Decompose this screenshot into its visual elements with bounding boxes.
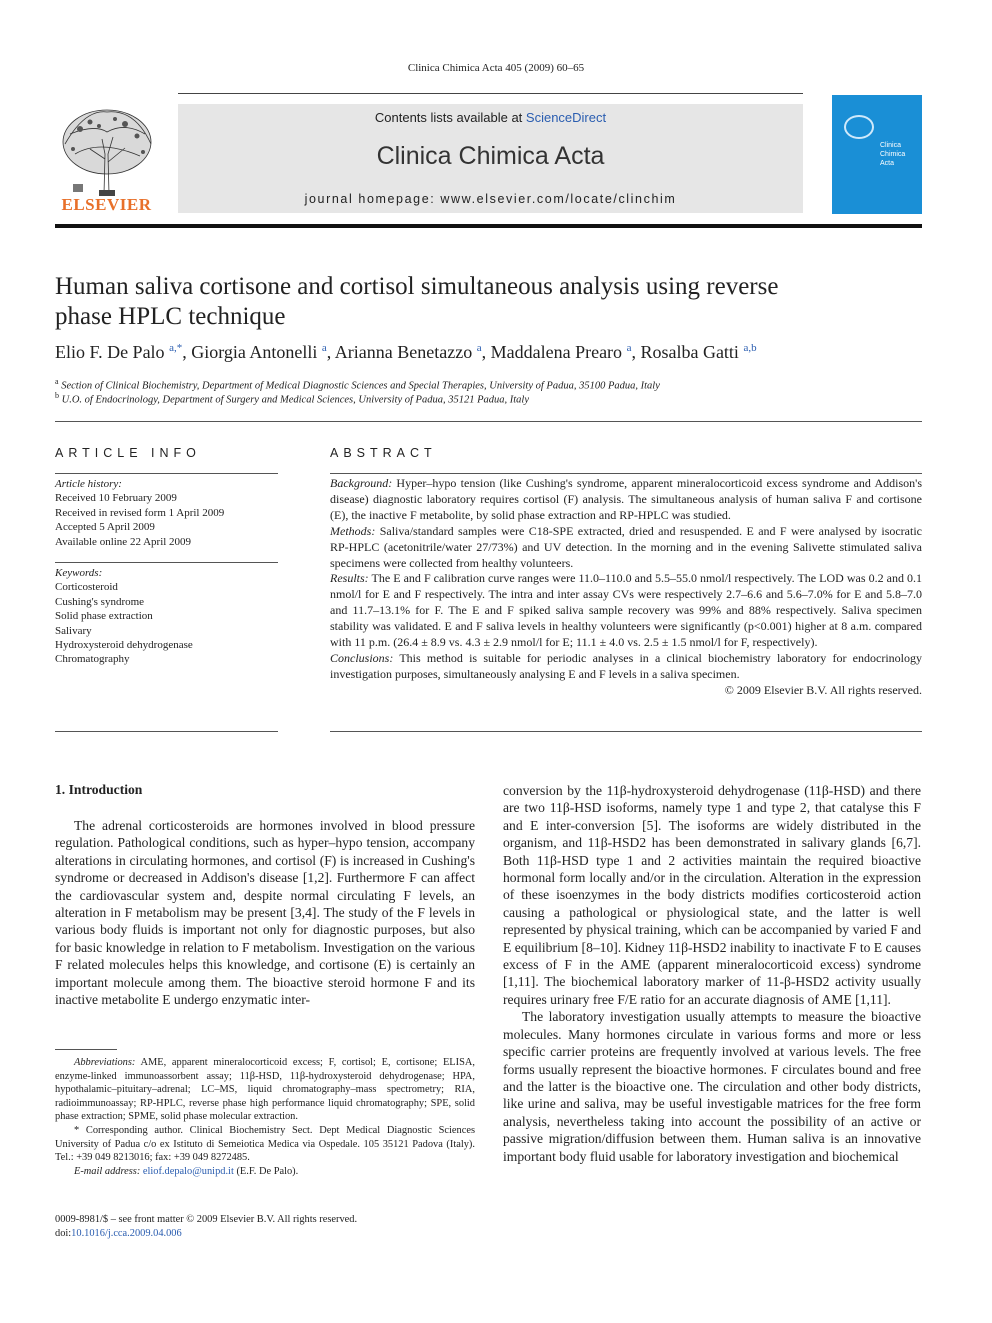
abstract-section-text: This method is suitable for periodic analyses in a clinical biochemistry laboratory for endocrinology investigation purposes, simultaneously analysing E and F levels in a saliva specimen. <box>330 650 922 681</box>
email-footnote: E-mail address: eliof.depalo@unipd.it (E.F. De Palo). <box>74 1165 299 1177</box>
sciencedirect-link[interactable]: ScienceDirect <box>525 110 607 125</box>
keyword-item: Hydroxysteroid dehydrogenase <box>55 639 193 652</box>
history-item: Received in revised form 1 April 2009 <box>55 506 225 519</box>
keywords-block <box>55 566 280 667</box>
footnotes <box>55 1056 475 1178</box>
abstract-section <box>330 524 922 572</box>
contents-line: Contents lists available at ScienceDirect <box>374 110 607 125</box>
affiliation-rule <box>55 421 922 422</box>
abstract-body <box>330 476 922 699</box>
info-bottom-rule <box>55 731 278 732</box>
keyword-item: Chromatography <box>55 653 130 666</box>
abstract-section <box>330 651 922 683</box>
email-link[interactable]: eliof.depalo@unipd.it <box>142 1165 234 1177</box>
author-list: Elio F. De Palo $^{a,*}$, Giorgia Antonelli $^a$, Arianna Benetazzo $^a$, Maddalena Prearo $^a$, Rosalba Gatti $^{a,b}$ <box>55 342 757 362</box>
abstract-bottom-rule <box>330 731 922 732</box>
author-affiliation-mark[interactable]: a,* <box>169 342 183 354</box>
doi-link[interactable]: 10.1016/j.cca.2009.04.006 <box>71 1228 182 1239</box>
article-title: Human saliva cortisone and cortisol simultaneous analysis using reverse phase HPLC technique <box>55 273 779 330</box>
abstract-section-label: Methods: <box>330 523 376 538</box>
journal-banner <box>178 104 803 213</box>
abbreviations-footnote: Abbreviations: AME, apparent mineralocorticoid excess; F, cortisol; E, cortisone; ELISA, enzyme-linked immunoassorbent assay; 11β-HSD, 11β-hydroxysteroid dehydrogenase; HPA, hypothalamic–pituitary–adrenal; LC–MS, liquid chromatography–mass spectrometry; RIA, radioimmunoassay; RP-HPLC, reverse phase high performance liquid chromatography; SPE, solid phase extraction; SPME, solid phase molecular extraction. <box>55 1057 475 1123</box>
keyword-item: Solid phase extraction <box>55 610 153 623</box>
author-name[interactable]: Elio F. De Palo <box>55 342 165 362</box>
keyword-item: Cushing's syndrome <box>55 595 145 608</box>
intro-paragraph-left: The adrenal corticosteroids are hormones involved in blood pressure regulation. Pathological conditions, such as hyper–hypo tension, accompany alterations in circulating hormones, and cortisol (F) is increased in Cushing's syndrome or decreased in Addison's disease [1,2]. Furthermore F can affect the cardiovascular system and, despite normal circulating F levels, an alteration in F metabolism may be present [3,4]. The study of the F levels in various body fluids is important not only for diagnostic purposes, but also for basic knowledge in relation to F metabolism. Investigation on the various F related molecules helps this knowledge, and cortisone (E) is certainly an important molecule among them. The bioactive steroid hormone F and its inactive metabolite E undergo enzymatic inter- <box>55 818 475 1008</box>
abstract-section-label: Results: <box>330 571 369 586</box>
keyword-list <box>55 580 280 666</box>
abstract-section-text: Saliva/standard samples were C18-SPE extracted, dried and resuspended. E and F were analysed by isocratic RP-HPLC (acetonitrile/water 27/73%) and UV detection. In the morning and in the evening Salivette stimulated saliva specimens were collected from healthy volunteers. <box>330 523 922 570</box>
header-thick-rule <box>55 224 922 228</box>
author-name[interactable]: Arianna Benetazzo <box>334 342 473 362</box>
abstract-section-label: Conclusions: <box>330 650 394 665</box>
section-heading-introduction: 1. Introduction <box>55 782 143 797</box>
abstract-section-text: The E and F calibration curve ranges were 11.0–110.0 and 5.5–55.0 nmol/l respectively. The LOD was 0.2 and 0.1 nmol/l for E and F respectively. The intra and inter assay CVs were respectively 2.7–6.6 and 5.6–7.0% for E and 5.8–7.0 and 11.7–13.1% for F. The E and F spiked saliva sample recovery was 99% and 88% respectively. Saliva specimen stability was validated. E and F saliva levels in healthy volunteers were significantly (p<0.001) higher at 8 a.m. compared with 11 p.m. (26.4 ± 8.9 vs. 4.3 ± 2.9 nmol/l for E; 11.1 ± 4.0 vs. 2.5 ± 1.5 nmol/l for F, respectively). <box>330 571 922 650</box>
issn-line: 0009-8981/$ – see front matter © 2009 Elsevier B.V. All rights reserved. <box>55 1214 358 1225</box>
abstract-section-text: Hyper–hypo tension (like Cushing's syndrome, apparent mineralocorticoid excess syndrome and Addison's disease) diagnostic laboratory requires cortisol (F) analysis. The simultaneous analysis of human saliva F and cortisone (E), the inactive F metabolite, by solid phase extraction and RP-HPLC was studied. <box>330 476 922 522</box>
elsevier-logo <box>55 104 158 216</box>
abstract-section-label: Background: <box>330 476 393 490</box>
author-affiliation-mark[interactable]: a <box>321 342 327 354</box>
article-history <box>55 477 280 549</box>
doi-line: doi:10.1016/j.cca.2009.04.006 <box>55 1228 182 1239</box>
journal-homepage[interactable]: journal homepage: www.elsevier.com/locate/clinchim <box>304 192 677 206</box>
cover-logo-icon <box>844 115 874 139</box>
keywords-label: Keywords: <box>55 567 103 579</box>
author-affiliation-mark[interactable]: a <box>476 342 482 354</box>
history-item: Available online 22 April 2009 <box>55 535 192 548</box>
author-name[interactable]: Giorgia Antonelli <box>191 342 318 362</box>
keyword-item: Salivary <box>55 624 92 637</box>
keywords-rule <box>55 562 278 563</box>
copyright-line: © 2009 Elsevier B.V. All rights reserved. <box>724 682 922 697</box>
affiliation-a: $^a$ Section of Clinical Biochemistry, Department of Medical Diagnostic Sciences and Special Therapies, University of Padua, 35100 Padua, Italy <box>55 377 660 392</box>
author-affiliation-mark[interactable]: a <box>626 342 632 354</box>
journal-title: Clinica Chimica Acta <box>376 142 605 170</box>
corresponding-author-footnote: * Corresponding author. Clinical Biochemistry Sect. Dept Medical Diagnostic Sciences University of Padua c/o ex Istituto di Semeiotica Medica via Ospedale. 105 35121 Padova (Italy). Tel.: +39 049 8213016; fax: +39 049 8272485. <box>55 1124 475 1164</box>
history-label: Article history: <box>55 478 122 490</box>
author-name[interactable]: Maddalena Prearo <box>490 342 623 362</box>
info-rule <box>55 473 278 474</box>
publisher-wordmark: ELSEVIER <box>61 195 152 214</box>
history-list <box>55 491 280 549</box>
author-name[interactable]: Rosalba Gatti <box>640 342 739 362</box>
history-item: Received 10 February 2009 <box>55 492 177 505</box>
intro-paragraph-right: conversion by the 11β-hydroxysteroid dehydrogenase (11β-HSD) and there are two 11β-HSD isoforms, namely type 1 and type 2, that catalyse this F and E inter-conversion [5]. The isoforms are widely distributed in the organism, and 11β-HSD2 has been demonstrated in salivary glands [6,7]. Both 11β-HSD type 1 and 2 activities maintain the required bioactive hormonal form locally and/or in the circulation. Alteration in the expression of these isoenzymes in the body districts modifies corticosteroid action causing a pathological or physiological state, and the latter is well represented by physical training, which can be accompanied by varied F and E equilibrium [8–10]. Kidney 11β-HSD2 inability to inactivate F to E causes excess of F in the AME (apparent mineralocorticoid excess) syndrome [1,11]. The biochemical laboratory marker of 11-β-HSD2 activity usually requires urinary free F/E ratio for an accurate diagnosis of AME [1,11]. The laboratory investigation usually attempts to measure the bioactive molecules. Many hormones circulate in various forms and more or less specific carrier proteins are frequently involved at various levels. The free forms usually represent the bioactive hormones. F circulates bound and free and the latter is the bioactive one. The circulation and other body districts, like urine and saliva, may be useful investigable matrices for the free form analysis, nevertheless taking into account the possibility of an active or passive migration/diffusion between them. Human saliva is an innovative important body fluid usable for laboratory investigation and biochemical <box>503 783 921 1164</box>
history-item: Accepted 5 April 2009 <box>55 521 155 534</box>
abstract-section <box>330 476 922 524</box>
author-affiliation-mark[interactable]: a,b <box>743 342 757 354</box>
footnote-rule <box>55 1049 117 1050</box>
abstract-rule <box>330 473 922 474</box>
abstract-heading: ABSTRACT <box>330 446 437 460</box>
header-divider <box>178 93 803 94</box>
affiliation-b: $^b$ U.O. of Endocrinology, Department of Surgery and Medical Sciences, University of Padua, 35121 Padua, Italy <box>55 391 529 406</box>
keyword-item: Corticosteroid <box>55 581 118 594</box>
article-info-heading: ARTICLE INFO <box>55 446 201 460</box>
journal-cover <box>832 95 922 214</box>
abstract-section <box>330 571 922 651</box>
running-header: Clinica Chimica Acta 405 (2009) 60–65 <box>407 62 585 74</box>
cover-title: Clinica Chimica Acta <box>880 142 906 167</box>
